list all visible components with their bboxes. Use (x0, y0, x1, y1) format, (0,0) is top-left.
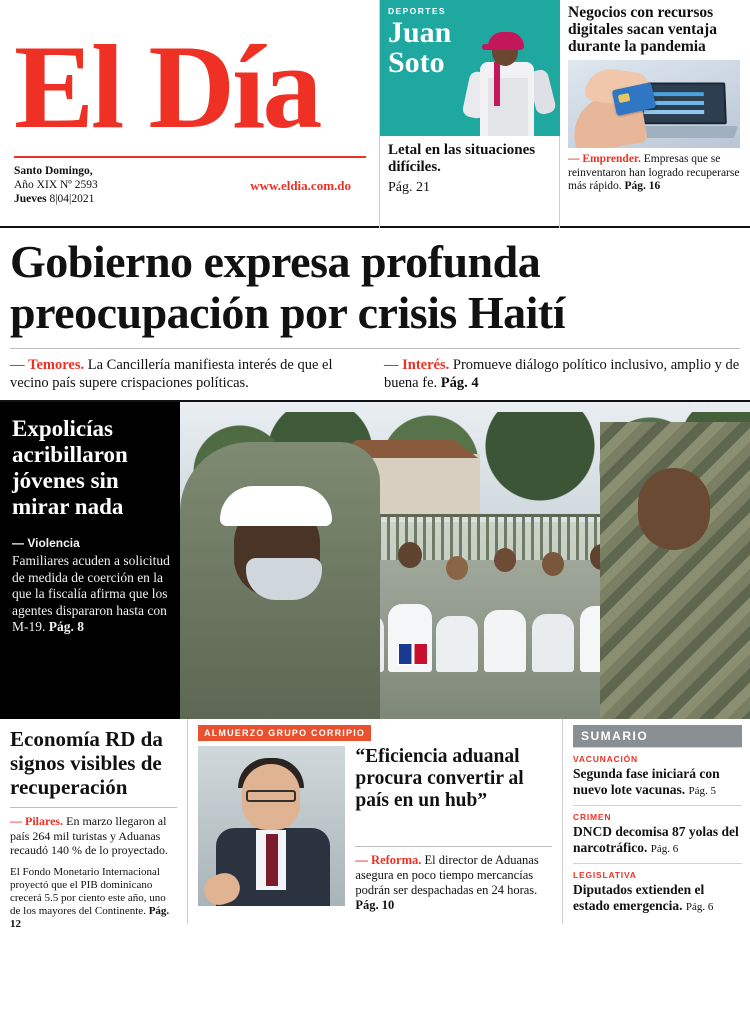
main-sub-left-text: La Cancillería manifiesta interés de que el vecino país supere crispaciones políticas. (10, 357, 333, 391)
logo-divider (14, 156, 366, 158)
almuerzo-quote: “Eficiencia aduanal procura convertir al país en un hub” (355, 746, 524, 811)
masthead-date-line (14, 192, 98, 206)
sumario-headline-text: DNCD decomisa 87 yolas del narcotráfico. (573, 824, 739, 855)
sports-player-last: Soto (388, 46, 445, 79)
sumario-title: SUMARIO (573, 725, 742, 747)
main-sub-left (10, 357, 366, 392)
main-headline: Gobierno expresa profunda preocupación por crisis Haití (10, 236, 565, 338)
photo-story[interactable] (0, 402, 750, 719)
photo-story-kicker: Violencia (27, 536, 80, 550)
main-sub-right-lead: Interés. (402, 357, 450, 373)
economy-lead: Pilares. (25, 814, 64, 828)
almuerzo-band: ALMUERZO GRUPO CORRIPIO (198, 725, 371, 741)
sumario-kicker: CRIMEN (573, 812, 612, 822)
main-story[interactable] (0, 228, 750, 402)
economy-dash: — (10, 814, 22, 828)
officer-foreground-right (600, 422, 750, 719)
main-sub-right-dash: — (384, 357, 399, 373)
newspaper-logo: El Día (14, 20, 320, 153)
main-sub-left-dash: — (10, 357, 25, 373)
main-divider (10, 348, 740, 349)
sumario-headline (573, 766, 742, 799)
masthead-edition-info (14, 164, 98, 206)
sports-teaser-text (380, 136, 559, 196)
sports-teaser[interactable] (380, 0, 560, 228)
economy-secondary-text: El Fondo Monetario Internacional proyectó que el PIB dominicano crecerá 5.5 por ciento este año, uno de los mayores del Continente. (10, 865, 166, 917)
sumario-headline-text: Segunda fase iniciará con nuevo lote vacunas. (573, 766, 720, 797)
masthead-issue: Año XIX Nº 2593 (14, 179, 98, 191)
list-item[interactable] (573, 747, 742, 805)
photo-credit: ALBERTO CALVO (687, 404, 747, 411)
photo-story-body (12, 553, 170, 636)
sumario-kicker: LEGISLATIVA (573, 870, 637, 880)
digital-photo (568, 60, 740, 148)
digital-page-ref: Pág. 16 (624, 180, 661, 192)
sumario-kicker: VACUNACIÓN (573, 754, 638, 764)
photo-story-page-ref: Pág. 8 (48, 619, 84, 634)
masthead-date: 8|04|2021 (49, 193, 95, 205)
masthead-logo-cell (0, 0, 380, 228)
photo-story-dash: — (12, 536, 24, 550)
sumario-page-ref: Pág. 6 (685, 900, 714, 913)
main-sub-left-lead: Temores. (28, 357, 85, 373)
almuerzo-photo (198, 746, 345, 906)
almuerzo-dash: — (355, 853, 368, 867)
economy-page-ref: Pág. 12 (10, 904, 170, 930)
economy-divider (10, 807, 177, 808)
almuerzo-divider (355, 846, 552, 847)
photo-story-image (180, 402, 750, 719)
officer-foreground-left (180, 442, 380, 719)
economy-headline: Economía RD da signos visibles de recuperación (10, 727, 163, 799)
dominican-flag-patch (398, 643, 428, 665)
sumario-headline (573, 882, 742, 915)
sports-player-name (388, 18, 451, 78)
almuerzo-text-body: El director de Aduanas asegura en poco tiempo mercancías podrán ser despachadas en 24 horas. (355, 853, 539, 897)
list-item[interactable] (573, 863, 742, 921)
photo-story-headline: Expolicías acribillaron jóvenes sin mirar nada (12, 416, 128, 519)
almuerzo-lead: Reforma. (371, 853, 422, 867)
list-item[interactable] (573, 805, 742, 863)
economy-text: En marzo llegaron al país 264 mil turistas y Aduanas recaudó 140 % de lo proyectado. (10, 814, 168, 857)
main-sub-right-text: Promueve diálogo político inclusivo, amplio y de buena fe. (384, 357, 740, 391)
masthead-city: Santo Domingo, (14, 165, 93, 177)
sports-headline: Letal en las situaciones difíciles. (388, 142, 536, 175)
digital-lead: Emprender. (582, 153, 641, 165)
almuerzo-story[interactable] (188, 719, 563, 924)
economy-summary (10, 814, 177, 858)
baseball-player-illustration (458, 16, 554, 136)
bottom-row (0, 719, 750, 930)
sports-teaser-photo (380, 0, 560, 136)
sports-player-first: Juan (388, 16, 452, 49)
photo-story-text: Familiares acuden a solicitud de medida de coerción en la que la fiscalía afirma que los agentes dispararon hasta con M-19. (12, 553, 170, 634)
almuerzo-inner (198, 746, 552, 913)
digital-summary (568, 153, 740, 194)
photo-story-text-panel (0, 402, 180, 719)
sumario-headline-text: Diputados extienden el estado emergencia. (573, 882, 705, 913)
main-sub-right-page: Pág. 4 (440, 374, 479, 391)
masthead-date-label: Jueves (14, 193, 47, 205)
digital-headline: Negocios con recursos digitales sacan ventaja durante la pandemia (568, 4, 717, 55)
sumario-panel (563, 719, 750, 924)
sports-page-ref: Pág. 21 (388, 180, 430, 195)
photo-story-kicker-line (12, 536, 170, 550)
digital-business-teaser[interactable] (560, 0, 748, 228)
almuerzo-page-ref: Pág. 10 (355, 898, 395, 912)
digital-dash: — (568, 153, 580, 165)
almuerzo-summary (355, 853, 552, 913)
almuerzo-text (355, 746, 552, 913)
sumario-headline (573, 824, 742, 857)
sports-kicker: DEPORTES (388, 6, 446, 16)
economy-secondary-text-block (10, 866, 177, 931)
main-subheads (10, 357, 740, 392)
main-sub-right (384, 357, 740, 392)
sumario-page-ref: Pág. 5 (688, 784, 717, 797)
masthead-website[interactable]: www.eldia.com.do (250, 178, 351, 193)
economy-story[interactable] (0, 719, 188, 930)
masthead-row (0, 0, 750, 228)
masthead-meta (14, 164, 369, 206)
sumario-page-ref: Pág. 6 (650, 842, 679, 855)
digital-text: Empresas que se reinventaron han logrado recuperarse más rápido. (568, 153, 740, 192)
